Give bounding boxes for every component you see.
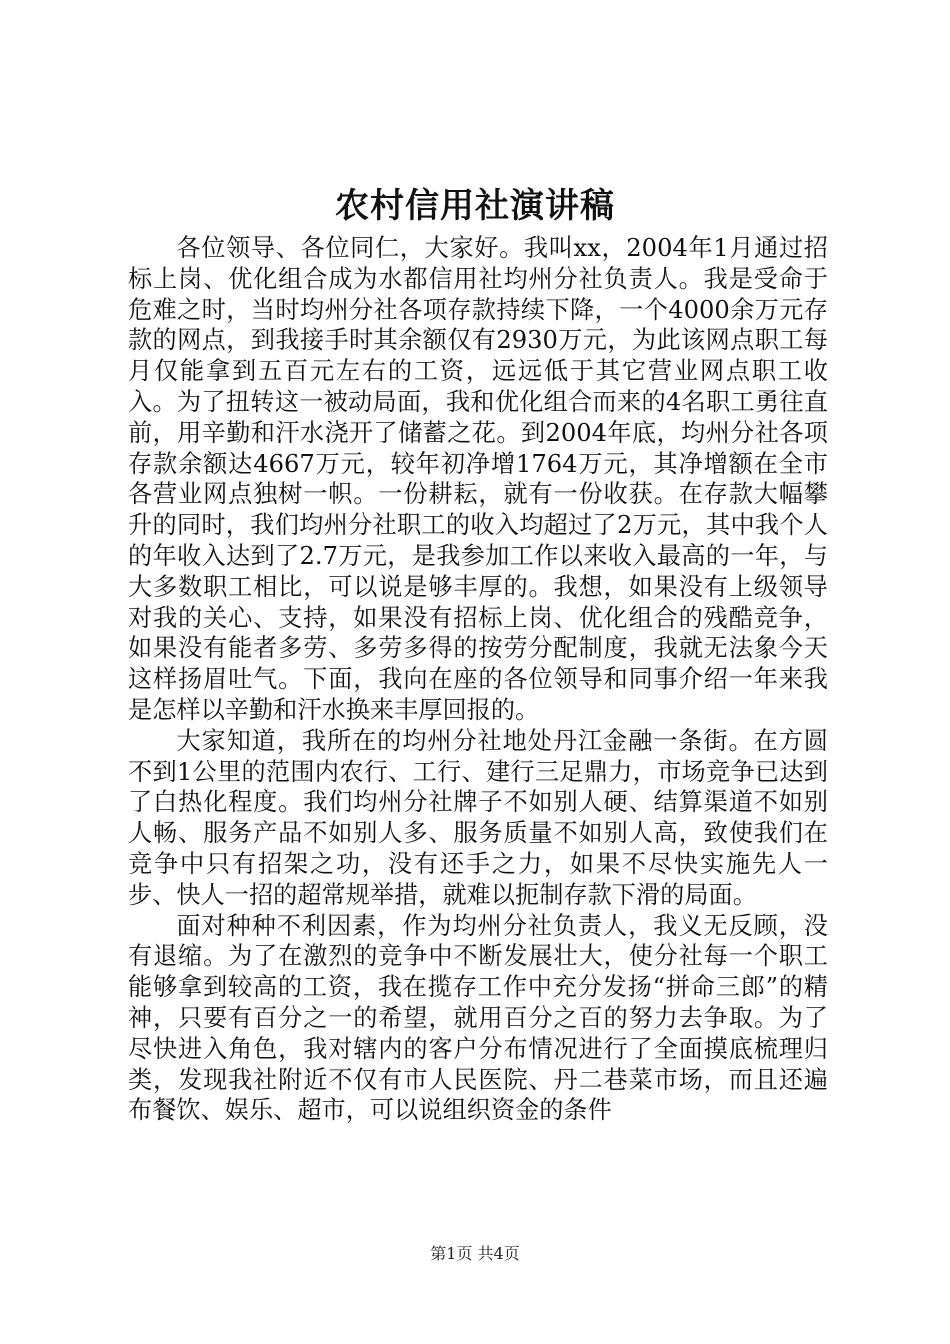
- paragraph-2: 大家知道，我所在的均州分社地处丹江金融一条街。在方圆不到1公里的范围内农行、工行、建行三足鼎力，市场竞争已达到了白热化程度。我们均州分社牌子不如别人硬、结算渠道不如别人畅、服务产品不如别人多、服务质量不如别人高，致使我们在竞争中只有招架之功，没有还手之力，如果不尽快实施先人一步、快人一招的超常规举措，就难以扼制存款下滑的局面。: [128, 726, 828, 909]
- document-body: [128, 233, 828, 1126]
- page-total: 共4页: [477, 1244, 520, 1263]
- document-title: 农村信用社演讲稿: [335, 186, 615, 226]
- paragraph-1: 各位领导、各位同仁，大家好。我叫xx，2004年1月通过招标上岗、优化组合成为水都信用社均州分社负责人。我是受命于危难之时，当时均州分社各项存款持续下降，一个4000余万元存款的网点，到我接手时其余额仅有2930万元，为此该网点职工每月仅能拿到五百元左右的工资，远远低于其它营业网点职工收入。为了扭转这一被动局面，我和优化组合而来的4名职工勇往直前，用辛勤和汗水浇开了储蓄之花。到2004年底，均州分社各项存款余额达4667万元，较年初净增1764万元，其净增额在全市各营业网点独树一帜。一份耕耘，就有一份收获。在存款大幅攀升的同时，我们均州分社职工的收入均超过了2万元，其中我个人的年收入达到了2.7万元，是我参加工作以来收入最高的一年，与大多数职工相比，可以说是够丰厚的。我想，如果没有上级领导对我的关心、支持，如果没有招标上岗、优化组合的残酷竞争，如果没有能者多劳、多劳多得的按劳分配制度，我就无法象今天这样扬眉吐气。下面，我向在座的各位领导和同事介绍一年来我是怎样以辛勤和汗水换来丰厚回报的。: [128, 234, 828, 724]
- page-number: 第1页: [430, 1244, 473, 1263]
- paragraph-3: 面对种种不利因素，作为均州分社负责人，我义无反顾，没有退缩。为了在激烈的竞争中不断发展壮大，使分社每一个职工能够拿到较高的工资，我在揽存工作中充分发扬“拼命三郎”的精神，只要有百分之一的希望，就用百分之百的努力去争取。为了尽快进入角色，我对辖内的客户分布情况进行了全面摸底梳理归类，发现我社附近不仅有市人民医院、丹二巷菜市场，而且还遍布餐饮、娱乐、超市，可以说组织资金的条件: [128, 911, 828, 1125]
- page-footer: [0, 1243, 950, 1265]
